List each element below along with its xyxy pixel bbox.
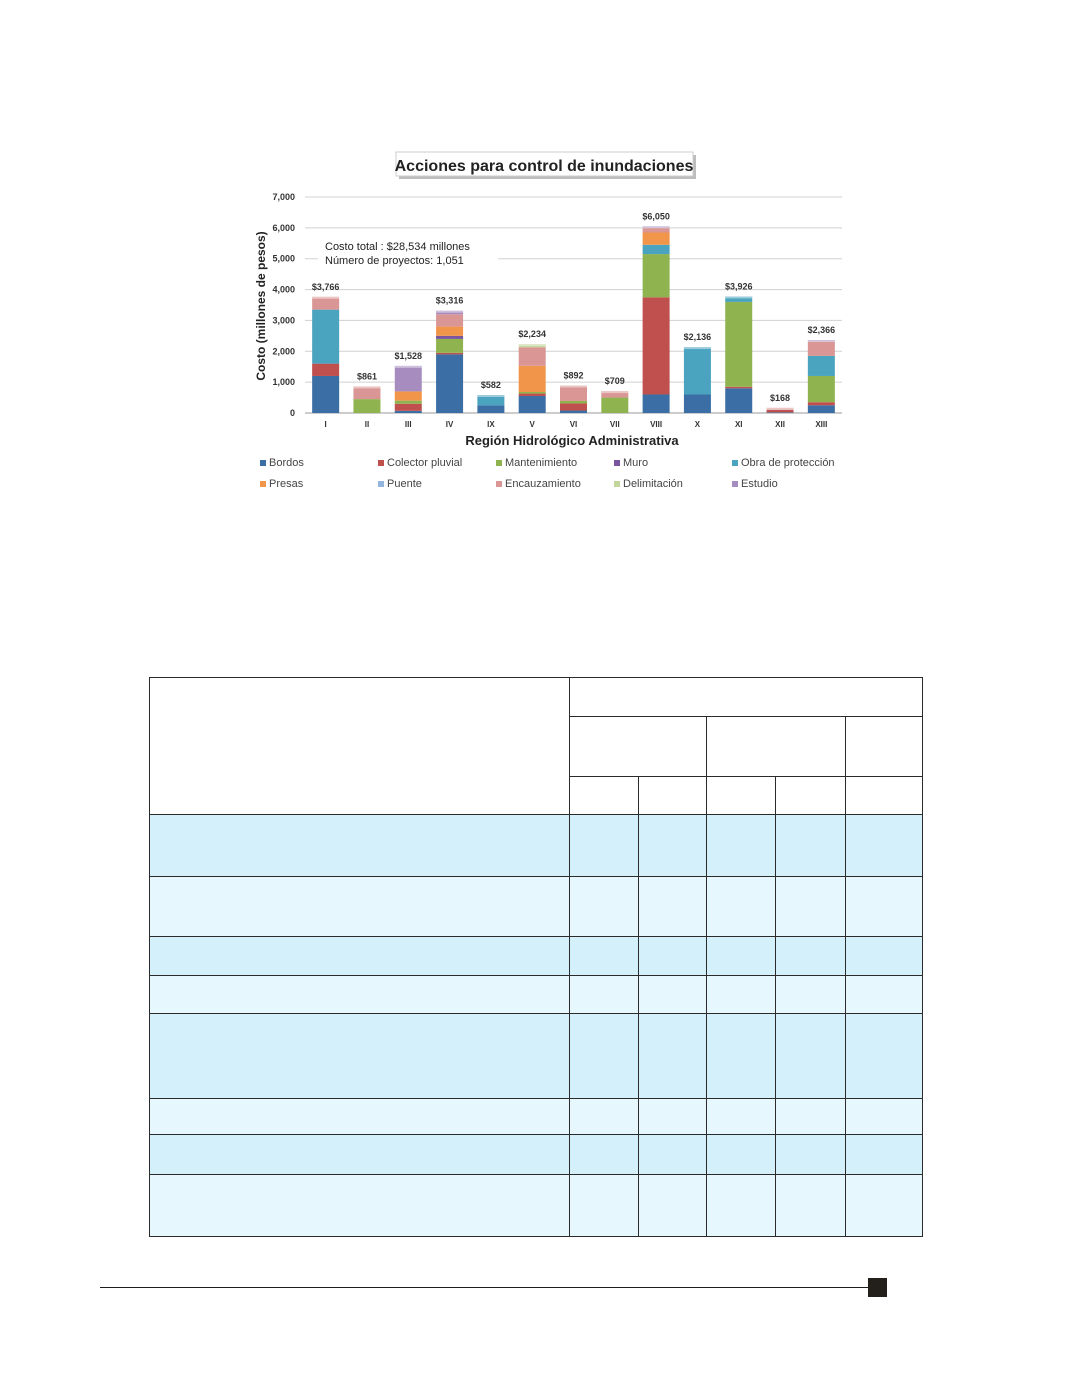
table-cell xyxy=(570,976,639,1014)
table-row xyxy=(150,1014,923,1099)
table-cell xyxy=(570,1099,639,1135)
bar-total-label: $3,926 xyxy=(724,281,753,292)
legend-swatch xyxy=(260,460,266,466)
bar-segment xyxy=(519,392,546,394)
table-cell xyxy=(150,937,570,976)
y-axis-label: Costo (millones de pesos) xyxy=(254,231,268,381)
bar-segment xyxy=(353,399,380,413)
legend-swatch xyxy=(378,460,384,466)
bar-top-highlight xyxy=(643,226,670,228)
bar-segment xyxy=(643,228,670,233)
bar-top-highlight xyxy=(684,347,711,349)
table-cell xyxy=(846,877,923,937)
bar-segment xyxy=(436,336,463,339)
bar-segment xyxy=(312,376,339,413)
y-tick-label: 3,000 xyxy=(272,315,295,326)
table-header-cell xyxy=(846,717,923,777)
bar-top-highlight xyxy=(808,340,835,342)
table-row xyxy=(150,1099,923,1135)
empty-table xyxy=(149,677,922,1236)
bar-segment xyxy=(643,394,670,413)
table-cell xyxy=(707,877,776,937)
bar-segment xyxy=(436,339,463,353)
table-cell xyxy=(776,976,846,1014)
table-header-cell xyxy=(707,777,776,815)
bar-segment xyxy=(767,412,794,413)
x-tick-label: IX xyxy=(487,420,495,429)
table-cell xyxy=(846,1135,923,1175)
bar-top-highlight xyxy=(767,408,794,410)
x-tick-label: XIII xyxy=(815,420,828,429)
table-row xyxy=(150,815,923,877)
table-cell xyxy=(846,1175,923,1237)
bar-segment xyxy=(560,403,587,410)
bar-segment xyxy=(684,347,711,394)
legend-swatch xyxy=(614,481,620,487)
chart-title: Acciones para control de inundaciones xyxy=(394,158,694,175)
legend-swatch xyxy=(732,460,738,466)
bar-segment xyxy=(808,402,835,405)
legend-label: Bordos xyxy=(269,457,304,469)
annotation-line-2: Número de proyectos: 1,051 xyxy=(325,255,464,267)
x-tick-label: V xyxy=(529,420,535,429)
table-cell xyxy=(570,1014,639,1099)
legend-swatch xyxy=(614,460,620,466)
bar-total-label: $582 xyxy=(480,380,501,391)
bar-segment xyxy=(808,342,835,356)
x-tick-label: XII xyxy=(775,420,785,429)
table-cell xyxy=(150,1099,570,1135)
bar-top-highlight xyxy=(560,385,587,387)
table-cell xyxy=(570,1175,639,1237)
table-header-cell xyxy=(570,717,707,777)
table-cell xyxy=(776,1175,846,1237)
bar-segment xyxy=(477,405,504,413)
table-cell xyxy=(570,1135,639,1175)
x-tick-label: I xyxy=(324,420,327,429)
bar-segment xyxy=(725,387,752,389)
bar-segment xyxy=(643,254,670,297)
y-tick-label: 6,000 xyxy=(272,222,295,233)
table-cell xyxy=(776,1135,846,1175)
table-row xyxy=(150,976,923,1014)
table-header-cell xyxy=(570,777,639,815)
table-cell xyxy=(707,937,776,976)
legend-label: Delimitación xyxy=(623,478,683,490)
bar-segment xyxy=(395,404,422,411)
bar-segment xyxy=(395,391,422,400)
table-cell xyxy=(570,815,639,877)
legend-label: Mantenimiento xyxy=(505,457,578,469)
legend-swatch xyxy=(496,460,502,466)
bar-segment xyxy=(560,401,587,403)
table-row xyxy=(150,1175,923,1237)
table-cell xyxy=(639,1014,707,1099)
table-row xyxy=(150,937,923,976)
bar-segment xyxy=(560,385,587,400)
legend-label: Encauzamiento xyxy=(505,478,581,490)
bar-segment xyxy=(643,245,670,254)
table-cell xyxy=(150,976,570,1014)
footer-rule xyxy=(100,1287,870,1288)
x-tick-label: VII xyxy=(609,420,620,429)
x-tick-label: II xyxy=(364,420,370,429)
table-cell xyxy=(639,937,707,976)
annotation-line-1: Costo total : $28,534 millones xyxy=(325,241,470,253)
table-grid xyxy=(149,677,923,1237)
bar-top-highlight xyxy=(519,344,546,346)
table-cell xyxy=(846,815,923,877)
bar-segment xyxy=(436,314,463,326)
table-header-cell xyxy=(776,777,846,815)
bar-total-label: $892 xyxy=(563,370,584,381)
bar-total-label: $2,366 xyxy=(807,324,836,335)
grid-layer xyxy=(272,192,842,418)
table-header-cell xyxy=(846,777,923,815)
legend-label: Obra de protección xyxy=(741,457,835,469)
chart-figure xyxy=(0,0,1071,520)
table-header-cell xyxy=(639,777,707,815)
legend-label: Puente xyxy=(387,478,422,490)
x-axis-label: Región Hidrológico Administrativa xyxy=(465,433,679,448)
legend-swatch xyxy=(496,481,502,487)
y-tick-label: 4,000 xyxy=(272,284,295,295)
table-cell xyxy=(150,1135,570,1175)
table-cell xyxy=(776,1014,846,1099)
bar-segment xyxy=(725,302,752,387)
bar-segment xyxy=(436,354,463,413)
table-cell xyxy=(639,976,707,1014)
table-cell xyxy=(846,1014,923,1099)
bar-segment xyxy=(312,364,339,376)
table-cell xyxy=(707,976,776,1014)
table-cell xyxy=(707,1135,776,1175)
y-tick-label: 7,000 xyxy=(272,192,295,202)
bar-segment xyxy=(519,347,546,366)
legend-label: Presas xyxy=(269,478,304,490)
table-cell xyxy=(570,937,639,976)
y-tick-label: 0 xyxy=(289,408,295,418)
table-cell xyxy=(707,1014,776,1099)
x-tick-label: IV xyxy=(445,420,454,429)
legend-swatch xyxy=(260,481,266,487)
bar-top-highlight xyxy=(601,391,628,393)
table-cell xyxy=(846,937,923,976)
table-cell xyxy=(150,1175,570,1237)
bar-segment xyxy=(684,394,711,413)
bar-total-label: $2,234 xyxy=(518,329,546,340)
table-cell xyxy=(776,1099,846,1135)
bar-top-highlight xyxy=(353,386,380,388)
table-header-row xyxy=(150,678,923,717)
table-cell xyxy=(639,1099,707,1135)
bar-top-highlight xyxy=(395,366,422,368)
bar-top-highlight xyxy=(436,311,463,313)
x-tick-label: III xyxy=(404,420,412,429)
bar-segment xyxy=(560,411,587,413)
table-cell xyxy=(776,815,846,877)
table-cell xyxy=(639,1135,707,1175)
table-cell xyxy=(707,1175,776,1237)
table-row xyxy=(150,877,923,937)
y-tick-label: 1,000 xyxy=(272,377,295,388)
table-cell xyxy=(776,877,846,937)
table-cell xyxy=(150,877,570,937)
bar-segment xyxy=(395,411,422,413)
legend xyxy=(260,457,835,490)
bar-total-label: $861 xyxy=(356,371,377,382)
bar-segment xyxy=(395,401,422,404)
legend-label: Muro xyxy=(623,457,649,469)
table-header-cell xyxy=(707,717,846,777)
x-tick-label: VIII xyxy=(650,420,663,429)
bar-total-label: $3,766 xyxy=(311,281,340,292)
bar-total-label: $168 xyxy=(770,392,791,403)
bar-segment xyxy=(601,398,628,413)
bar-segment xyxy=(519,366,546,392)
legend-label: Estudio xyxy=(741,478,778,490)
x-tick-label: X xyxy=(694,420,701,429)
legend-label: Colector pluvial xyxy=(387,457,463,469)
bar-total-label: $2,136 xyxy=(683,332,712,343)
bar-segment xyxy=(436,327,463,336)
table-cell xyxy=(639,1175,707,1237)
table-cell xyxy=(846,1099,923,1135)
bar-total-label: $3,316 xyxy=(435,295,464,306)
bar-segment xyxy=(519,394,546,396)
table-header-cell xyxy=(150,678,570,815)
bar-segment xyxy=(808,376,835,402)
table-cell xyxy=(639,815,707,877)
table-row xyxy=(150,1135,923,1175)
table-cell xyxy=(639,877,707,937)
table-cell xyxy=(150,815,570,877)
bar-segment xyxy=(395,366,422,392)
bar-top-highlight xyxy=(312,297,339,299)
bar-segment xyxy=(643,232,670,244)
bar-total-label: $709 xyxy=(604,376,625,387)
bar-total-label: $1,528 xyxy=(394,350,423,361)
x-tick-label: VI xyxy=(569,420,578,429)
table-cell xyxy=(707,1099,776,1135)
bar-top-highlight xyxy=(477,395,504,397)
bar-segment xyxy=(808,356,835,376)
bar-segment xyxy=(767,410,794,412)
table-cell xyxy=(570,877,639,937)
bar-segment xyxy=(808,405,835,413)
table-header-cell xyxy=(570,678,923,717)
table-cell xyxy=(776,937,846,976)
bar-top-highlight xyxy=(725,296,752,298)
table-cell xyxy=(846,976,923,1014)
bar-segment xyxy=(436,353,463,355)
footer-square-icon xyxy=(868,1278,887,1297)
y-tick-label: 5,000 xyxy=(272,253,295,264)
table-cell xyxy=(707,815,776,877)
x-tick-label: XI xyxy=(734,420,743,429)
legend-swatch xyxy=(378,481,384,487)
bar-segment xyxy=(312,310,339,364)
y-tick-label: 2,000 xyxy=(272,346,295,357)
bar-total-label: $6,050 xyxy=(642,211,670,222)
bar-segment xyxy=(725,388,752,413)
bar-segment xyxy=(643,297,670,394)
table-cell xyxy=(150,1014,570,1099)
legend-swatch xyxy=(732,481,738,487)
bar-segment xyxy=(519,396,546,413)
